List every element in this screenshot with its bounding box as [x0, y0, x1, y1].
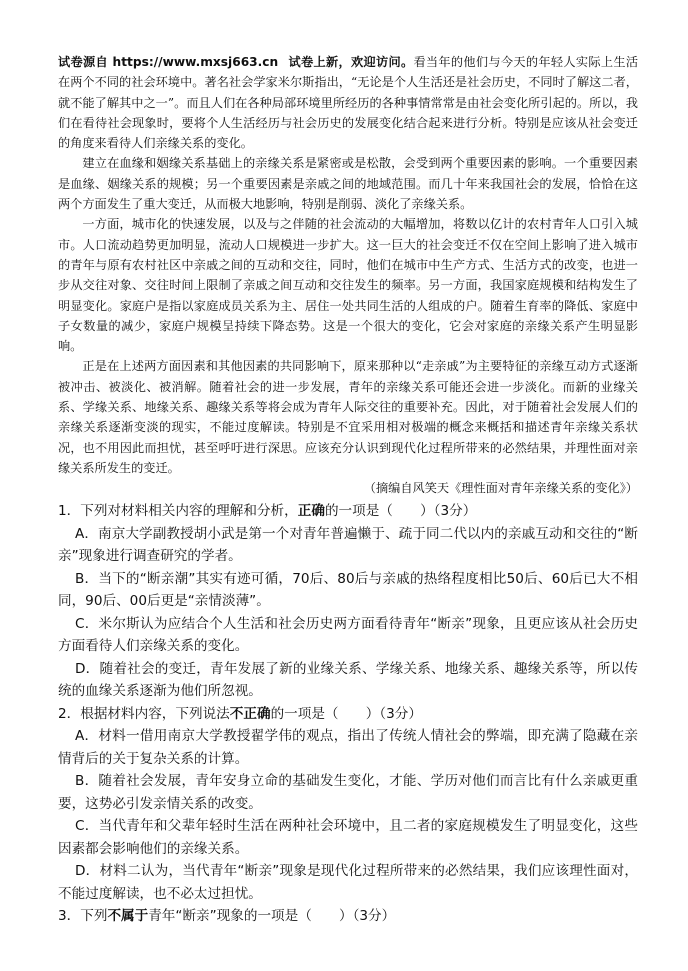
question-3-stem-pre: 3．下列	[58, 908, 108, 925]
question-1-stem-pre: 1．下列对材料相关内容的理解和分析，	[58, 503, 298, 520]
questions-section	[58, 500, 638, 928]
question-1-stem-emphasis: 正确	[297, 503, 325, 520]
paragraph-0-text: 看当年的他们与今天的年轻人实际上生活在两个不同的社会环境中。著名社会学家米尔斯指出，“无论是个人生活还是社会历史，不同时了解这二者，就不能了解其中之一”。而且人们在各种局部环境里所经历的各种事情常常是由社会变化所引起的。所以，我们在看待社会现象时，要将个人生活经历与社会历史的发展变化结合起来进行分析。特别是应该从社会变迁的角度来看待人们亲缘关系的变化。	[58, 55, 639, 151]
question-3-stem-post: 青年“断亲”现象的一项是（ ）（3分）	[148, 908, 396, 925]
article-paragraph-2: 一方面，城市化的快速发展，以及与之伴随的社会流动的大幅增加，将数以亿计的农村青年人口引入城市。人口流动趋势更加明显，流动人口规模进一步扩大。这一巨大的社会变迁不仅在空间上影响了进入城市的青年与原有农村社区中亲戚之间的互动和交往，同时，他们在城市中生产方式、生活方式的改变，也进一步从交往对象、交往时间上限制了亲戚之间互动和交往发生的频率。另一方面，我国家庭规模和结构发生了明显变化。家庭户是指以家庭成员关系为主、居住一处共同生活的人组成的户。随着生育率的降低、家庭中子女数量的减少，家庭户规模呈持续下降态势。这是一个很大的变化，它会对家庭的亲缘关系产生明显影响。	[58, 217, 638, 354]
question-1-stem-post: 的一项是（ ）（3分）	[324, 503, 477, 520]
question-1-option-a: A．南京大学副教授胡小武是第一个对青年普遍懒于、疏于同二代以内的亲戚互动和交往的“断亲”现象进行调查研究的学者。	[58, 525, 638, 565]
article-paragraph-3: 正是在上述两方面因素和其他因素的共同影响下，原来那种以“走亲戚”为主要特征的亲缘互动方式逐渐被冲击、被淡化、被消解。随着社会的进一步发展，青年的亲缘关系可能还会进一步淡化。而新的业缘关系、学缘关系、地缘关系、趣缘关系等将会成为青年人际交往的重要补充。因此，对于随着社会发展人们的亲缘关系逐渐变淡的现实，不能过度解读。特别是不宜采用相对极端的概念来概括和描述青年亲缘关系状况，也不用因此而担忧，甚至呼吁进行深思。应该充分认识到现代化过程所带来的必然结果，并理性面对亲缘关系所发生的变迁。	[58, 359, 638, 475]
question-3-stem	[58, 905, 638, 928]
question-1-option-b: B．当下的“断亲潮”其实有迹可循，70后、80后与亲戚的热络程度相比50后、60后已大不相同，90后、00后更是“亲情淡薄”。	[58, 570, 638, 610]
article-citation: （摘编自风笑天《理性面对青年亲缘关系的变化》）	[363, 481, 638, 496]
question-2-stem-pre: 2．根据材料内容，下列说法	[58, 705, 230, 722]
question-2-option-c: C．当代青年和父辈年轻时生活在两种社会环境中，且二者的家庭规模发生了明显变化，这些因素都会影响他们的亲缘关系。	[58, 818, 638, 857]
question-2-option-a: A．材料一借用南京大学教授翟学伟的观点，指出了传统人情社会的弊端，即充满了隐藏在亲情背后的关于复杂关系的计算。	[58, 728, 638, 767]
question-2-stem-emphasis: 不正确	[229, 705, 271, 722]
question-2-option-d: D．材料二认为，当代青年“断亲”现象是现代化过程所带来的必然结果，我们应该理性面对，不能过度解读，也不必太过担忧。	[58, 863, 638, 902]
article-paragraph-1: 建立在血缘和姻缘关系基础上的亲缘关系是紧密或是松散，会受到两个重要因素的影响。一个重要因素是血缘、姻缘关系的规模；另一个重要因素是亲戚之间的地域范围。而几十年来我国社会的发展，恰恰在这两个方面发生了重大变迁，从而极大地影响，特别是削弱、淡化了亲缘关系。	[58, 156, 638, 212]
question-2-stem-post: 的一项是（ ）（3分）	[270, 705, 422, 722]
question-1-option-c: C．米尔斯认为应结合个人生活和社会历史两方面看待青年“断亲”现象，且更应该从社会历史方面看待人们亲缘关系的变化。	[58, 615, 638, 655]
article-paragraph-0	[58, 52, 638, 153]
question-3-stem-emphasis: 不属于	[107, 908, 149, 925]
question-2-stem	[58, 703, 638, 726]
source-label: 试卷源自 https://www.mxsj663.cn	[58, 55, 279, 69]
question-1-stem	[58, 500, 638, 523]
question-1-option-d: D．随着社会的变迁，青年发展了新的业缘关系、学缘关系、地缘关系、趣缘关系等，所以传统的血缘关系逐渐为他们所忽视。	[58, 660, 638, 700]
question-2-option-b: B．随着社会发展，青年安身立命的基础发生变化，才能、学历对他们而言比有什么亲戚更重要，这势必引发亲情关系的改变。	[58, 773, 638, 812]
visit-label: 试卷上新，欢迎访问。	[288, 55, 414, 69]
